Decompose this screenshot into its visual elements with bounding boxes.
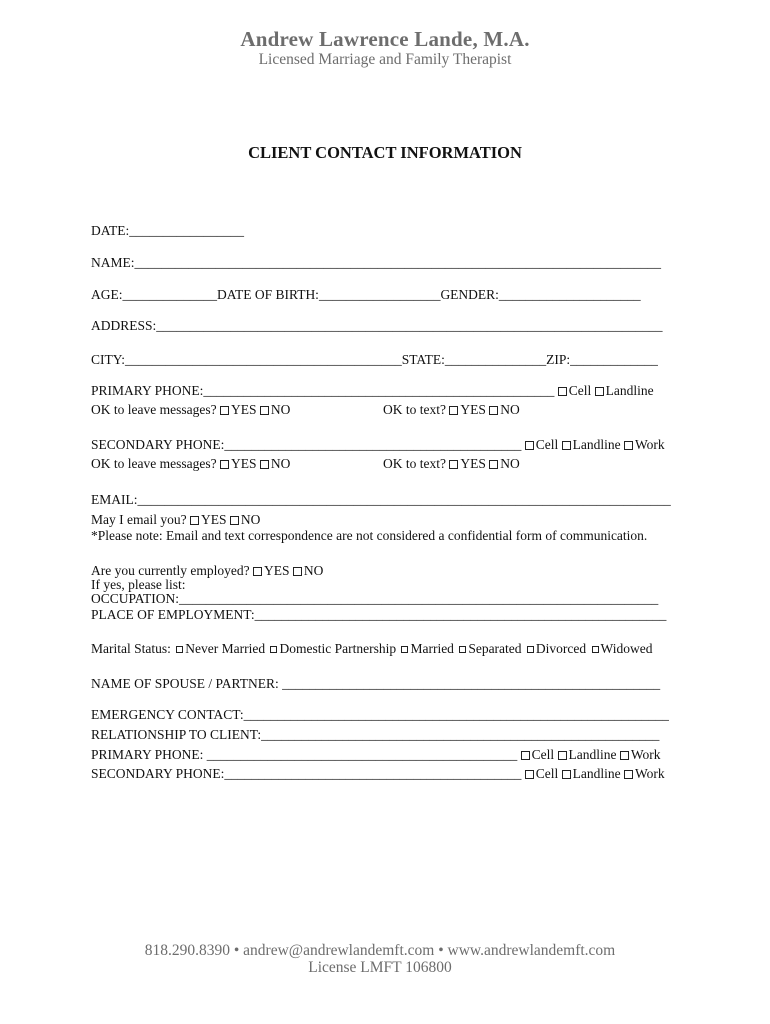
yes-label: YES: [460, 456, 486, 471]
no-label: NO: [500, 456, 520, 471]
widowed-checkbox[interactable]: [592, 646, 599, 653]
married-label: Married: [410, 641, 454, 656]
email-yes-checkbox[interactable]: [190, 516, 199, 525]
text-yes-checkbox[interactable]: [449, 460, 458, 469]
no-label: NO: [270, 402, 291, 417]
may-email-row: [91, 512, 260, 528]
place-of-employment-field[interactable]: PLACE OF EMPLOYMENT:_____________________________________________________________: [91, 607, 667, 622]
employed-no-checkbox[interactable]: [293, 567, 302, 576]
no-label: NO: [303, 563, 324, 578]
primary-permissions-row: [91, 402, 520, 418]
emergency-contact-field[interactable]: EMERGENCY CONTACT:_______________________________________________________________: [91, 707, 669, 722]
city-state-zip-field[interactable]: CITY:_________________________________________STATE:_______________ZIP:_____________: [91, 352, 658, 367]
work-checkbox[interactable]: [624, 770, 633, 779]
domestic-partnership-checkbox[interactable]: [270, 646, 277, 653]
occupation-field[interactable]: OCCUPATION:_______________________________________________________________________: [91, 591, 659, 606]
yes-label: YES: [263, 563, 290, 578]
landline-checkbox[interactable]: [562, 770, 571, 779]
ec-secondary-phone-field[interactable]: SECONDARY PHONE:____________________________________________: [91, 766, 522, 781]
marital-status-label: Marital Status:: [91, 641, 171, 656]
date-field[interactable]: DATE:_________________: [91, 223, 244, 238]
married-checkbox[interactable]: [401, 646, 408, 653]
marital-status-row: [91, 641, 652, 657]
cell-label: Cell: [531, 747, 555, 762]
footer-contact: 818.290.8390 • andrew@andrewlandemft.com • www.andrewlandemft.com: [144, 942, 616, 959]
ok-messages-label: OK to leave messages?: [91, 402, 217, 417]
cell-label: Cell: [535, 437, 559, 452]
secondary-permissions-row: [91, 456, 520, 472]
spouse-partner-field[interactable]: NAME OF SPOUSE / PARTNER: ________________________________________________________: [91, 676, 661, 691]
ok-text-group: [383, 402, 520, 418]
cell-checkbox[interactable]: [558, 387, 567, 396]
domestic-partnership-label: Domestic Partnership: [279, 641, 397, 656]
landline-checkbox[interactable]: [562, 441, 571, 450]
never-married-checkbox[interactable]: [176, 646, 183, 653]
age-dob-gender-field[interactable]: AGE:______________DATE OF BIRTH:__________________GENDER:_____________________: [91, 287, 641, 302]
footer: [0, 942, 760, 976]
cell-checkbox[interactable]: [525, 770, 534, 779]
landline-label: Landline: [605, 383, 654, 398]
employed-yes-checkbox[interactable]: [253, 567, 262, 576]
address-field[interactable]: ADDRESS:___________________________________________________________________________: [91, 318, 663, 333]
work-label: Work: [635, 766, 665, 781]
no-label: NO: [500, 402, 520, 417]
ok-messages-label: OK to leave messages?: [91, 456, 217, 471]
primary-phone-row: [91, 383, 654, 399]
widowed-label: Widowed: [600, 641, 653, 656]
text-no-checkbox[interactable]: [489, 406, 498, 415]
never-married-label: Never Married: [185, 641, 266, 656]
landline-checkbox[interactable]: [558, 751, 567, 760]
ok-text-label: OK to text?: [383, 456, 446, 471]
yes-label: YES: [200, 512, 227, 527]
yes-label: YES: [230, 456, 257, 471]
divorced-label: Divorced: [535, 641, 587, 656]
work-checkbox[interactable]: [624, 441, 633, 450]
text-no-checkbox[interactable]: [489, 460, 498, 469]
landline-label: Landline: [572, 437, 621, 452]
form-title: CLIENT CONTACT INFORMATION: [248, 143, 522, 162]
yes-label: YES: [230, 402, 257, 417]
footer-license: License LMFT 106800: [308, 959, 452, 976]
cell-checkbox[interactable]: [521, 751, 530, 760]
therapist-name: Andrew Lawrence Lande, M.A.: [240, 27, 530, 51]
email-field[interactable]: EMAIL:_______________________________________________________________________________: [91, 492, 671, 507]
separated-checkbox[interactable]: [459, 646, 466, 653]
messages-yes-checkbox[interactable]: [220, 406, 229, 415]
therapist-title: Licensed Marriage and Family Therapist: [258, 51, 512, 68]
separated-label: Separated: [468, 641, 522, 656]
may-email-label: May I email you?: [91, 512, 187, 527]
landline-checkbox[interactable]: [595, 387, 604, 396]
confidentiality-note: *Please note: Email and text correspondence are not considered a confidential form of communication.: [91, 528, 648, 543]
cell-label: Cell: [568, 383, 592, 398]
divorced-checkbox[interactable]: [527, 646, 534, 653]
work-label: Work: [635, 437, 665, 452]
no-label: NO: [240, 512, 261, 527]
cell-label: Cell: [535, 766, 559, 781]
letterhead: [0, 27, 770, 69]
messages-no-checkbox[interactable]: [260, 406, 269, 415]
relationship-field[interactable]: RELATIONSHIP TO CLIENT:___________________________________________________________: [91, 727, 660, 742]
if-yes-label: If yes, please list:: [91, 577, 186, 592]
yes-label: YES: [460, 402, 486, 417]
ec-primary-phone-field[interactable]: PRIMARY PHONE: ______________________________________________: [91, 747, 518, 762]
messages-no-checkbox[interactable]: [260, 460, 269, 469]
secondary-phone-field[interactable]: SECONDARY PHONE:____________________________________________: [91, 437, 522, 452]
landline-label: Landline: [568, 747, 617, 762]
ec-primary-phone-row: [91, 747, 661, 763]
secondary-phone-row: [91, 437, 665, 453]
landline-label: Landline: [572, 766, 621, 781]
work-checkbox[interactable]: [620, 751, 629, 760]
employed-label: Are you currently employed?: [91, 563, 250, 578]
work-label: Work: [630, 747, 661, 762]
name-field[interactable]: NAME:______________________________________________________________________________: [91, 255, 661, 270]
text-yes-checkbox[interactable]: [449, 406, 458, 415]
primary-phone-field[interactable]: PRIMARY PHONE:____________________________________________________: [91, 383, 555, 398]
email-no-checkbox[interactable]: [230, 516, 239, 525]
cell-checkbox[interactable]: [525, 441, 534, 450]
messages-yes-checkbox[interactable]: [220, 460, 229, 469]
ok-text-label: OK to text?: [383, 402, 446, 417]
ok-text-group: [383, 456, 520, 472]
no-label: NO: [270, 456, 291, 471]
ec-secondary-phone-row: [91, 766, 665, 782]
